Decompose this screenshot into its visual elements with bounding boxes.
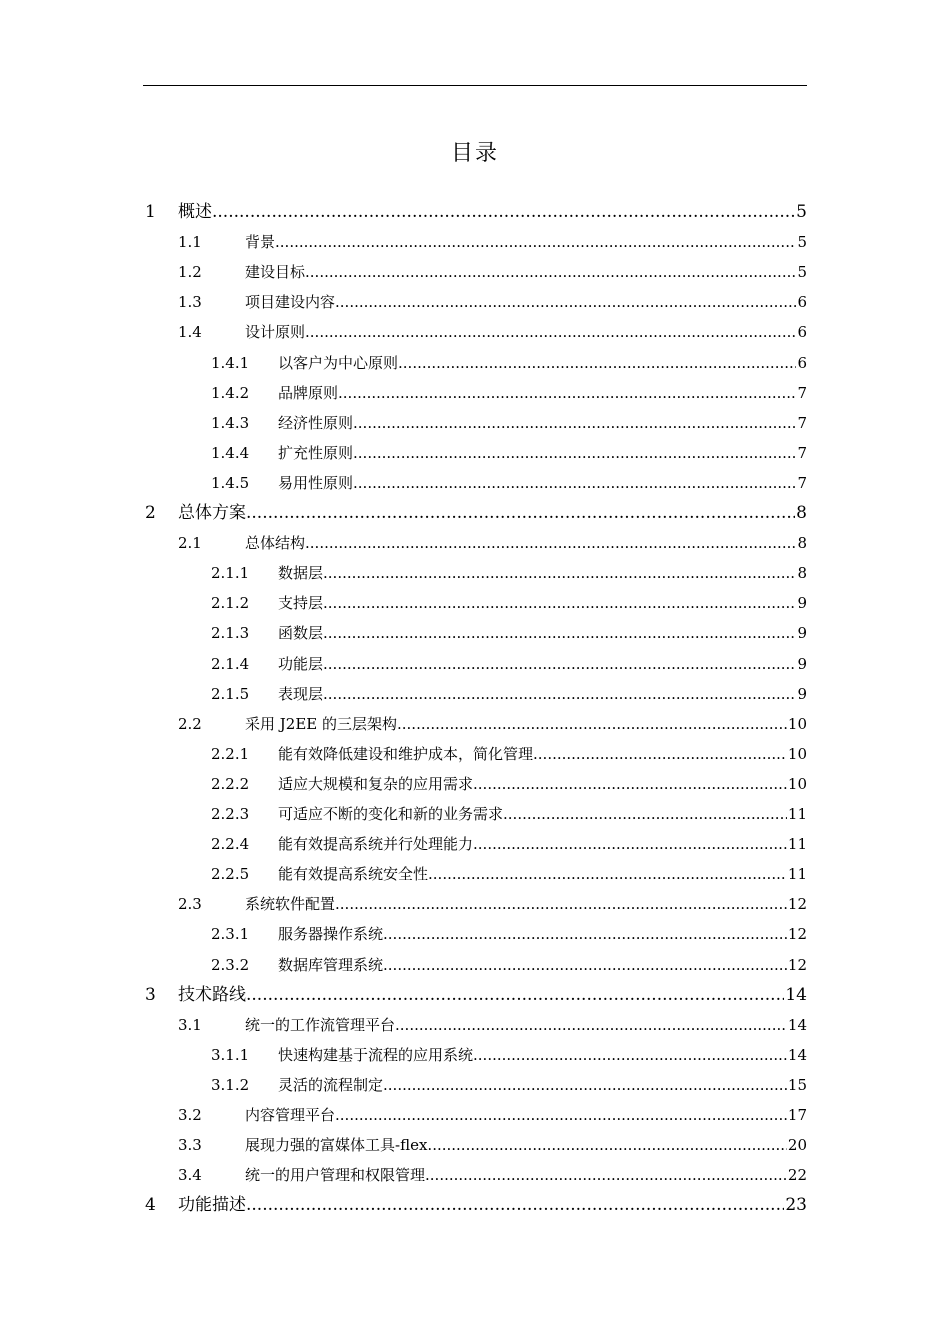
toc-entry-number: 2.2 — [178, 714, 202, 733]
toc-entry-label: 项目建设内容 — [245, 290, 335, 314]
toc-entry[interactable] — [0, 922, 950, 946]
toc-entry-label: 数据层 — [278, 561, 323, 585]
toc-dot-leader — [383, 922, 787, 946]
toc-entry-number: 2.1 — [178, 534, 202, 553]
toc-entry-label: 统一的工作流管理平台 — [245, 1013, 395, 1037]
toc-entry-page: 14 — [787, 1015, 807, 1034]
toc-dot-leader — [323, 682, 796, 706]
toc-dot-leader — [305, 260, 796, 284]
toc-entry-number: 4 — [145, 1195, 156, 1216]
toc-entry-label: 服务器操作系统 — [278, 922, 383, 946]
toc-entry-number: 3.4 — [178, 1166, 202, 1185]
toc-entry-number: 1.4.4 — [211, 443, 250, 462]
toc-dot-leader — [397, 712, 787, 736]
toc-dot-leader — [503, 802, 787, 826]
toc-entry-number: 2.1.2 — [211, 594, 250, 613]
toc-entry-number: 2.2.4 — [211, 835, 250, 854]
toc-entry-label: 概述 — [178, 202, 212, 222]
toc-entry-number: 1.4.2 — [211, 383, 250, 402]
toc-entry[interactable] — [0, 1103, 950, 1127]
toc-entry-label: 技术路线 — [178, 984, 246, 1005]
toc-dot-leader — [383, 953, 787, 977]
toc-dot-leader — [395, 1013, 787, 1037]
toc-entry-number: 2.2.3 — [211, 805, 250, 823]
toc-entry[interactable] — [0, 1163, 950, 1187]
toc-entry-label: 展现力强的富媒体工具-flex — [245, 1133, 427, 1157]
toc-entry-page: 7 — [797, 413, 807, 432]
toc-dot-leader — [428, 862, 787, 886]
toc-entry-page: 14 — [785, 984, 807, 1005]
toc-entry-page: 9 — [797, 624, 807, 643]
toc-entry-page: 11 — [787, 835, 807, 854]
toc-dot-leader — [335, 290, 796, 314]
toc-entry-page: 10 — [787, 714, 807, 733]
toc-entry-label: 表现层 — [278, 682, 323, 706]
toc-dot-leader — [383, 1073, 787, 1097]
toc-entry-page: 10 — [787, 744, 807, 763]
toc-entry[interactable] — [0, 290, 950, 314]
toc-entry-page: 7 — [797, 473, 807, 492]
toc-entry[interactable] — [0, 561, 950, 585]
toc-dot-leader — [305, 531, 796, 555]
toc-entry[interactable] — [0, 200, 950, 224]
toc-entry[interactable] — [0, 621, 950, 645]
toc-entry[interactable] — [0, 351, 950, 375]
toc-entry-page: 15 — [787, 1075, 807, 1094]
toc-entry-number: 1 — [145, 202, 156, 222]
toc-entry[interactable] — [0, 712, 950, 736]
toc-entry-label: 总体方案 — [178, 503, 246, 523]
toc-entry[interactable] — [0, 892, 950, 916]
toc-entry-number: 2.1.1 — [211, 564, 250, 583]
toc-dot-leader — [335, 892, 787, 916]
toc-entry-label: 统一的用户管理和权限管理 — [245, 1163, 425, 1187]
toc-entry-label: 数据库管理系统 — [278, 953, 383, 977]
toc-entry[interactable] — [0, 411, 950, 435]
toc-entry[interactable] — [0, 1133, 950, 1157]
toc-entry-page: 17 — [787, 1106, 807, 1124]
toc-dot-leader — [398, 351, 796, 375]
toc-entry-page: 8 — [797, 564, 807, 583]
toc-entry-page: 5 — [797, 263, 807, 282]
toc-entry[interactable] — [0, 381, 950, 405]
toc-entry-number: 2.3.1 — [211, 925, 250, 944]
toc-entry[interactable] — [0, 1193, 950, 1217]
toc-entry[interactable] — [0, 441, 950, 465]
toc-entry-label: 总体结构 — [245, 531, 305, 555]
toc-entry[interactable] — [0, 1043, 950, 1067]
toc-entry[interactable] — [0, 591, 950, 615]
toc-entry-page: 9 — [797, 684, 807, 703]
toc-dot-leader — [323, 561, 796, 585]
toc-entry-number: 1.2 — [178, 263, 202, 282]
toc-entry-label: 设计原则 — [245, 320, 305, 344]
toc-entry-label: 背景 — [245, 230, 275, 254]
toc-entry-page: 5 — [796, 202, 807, 222]
toc-dot-leader — [338, 381, 796, 405]
toc-entry-number: 3.1 — [178, 1015, 202, 1034]
toc-entry-number: 1.4.5 — [211, 473, 250, 492]
toc-entry-label: 品牌原则 — [278, 381, 338, 405]
toc-entry-label: 功能描述 — [178, 1195, 246, 1216]
toc-entry-page: 7 — [797, 383, 807, 402]
toc-entry-page: 11 — [787, 805, 807, 823]
toc-entry-page: 11 — [787, 865, 807, 884]
toc-entry[interactable] — [0, 802, 950, 826]
toc-entry-page: 6 — [797, 293, 807, 312]
toc-entry-number: 1.1 — [178, 233, 202, 252]
toc-entry-label: 以客户为中心原则 — [278, 351, 398, 375]
toc-entry-number: 3.1.2 — [211, 1075, 250, 1094]
toc-entry-number: 2.1.4 — [211, 654, 250, 673]
toc-entry[interactable] — [0, 983, 950, 1007]
toc-entry-number: 3.3 — [178, 1136, 202, 1155]
toc-entry-label: 经济性原则 — [278, 411, 353, 435]
toc-entry-number: 1.4.3 — [211, 413, 250, 432]
toc-entry-number: 1.4.1 — [211, 353, 250, 372]
toc-entry-label: 灵活的流程制定 — [278, 1073, 383, 1097]
toc-entry-label: 内容管理平台 — [245, 1103, 335, 1127]
toc-entry[interactable] — [0, 230, 950, 254]
toc-entry-page: 9 — [797, 654, 807, 673]
toc-dot-leader — [473, 1043, 787, 1067]
toc-entry-label: 函数层 — [278, 621, 323, 645]
toc-entry-number: 2.1.5 — [211, 684, 250, 703]
toc-dot-leader — [275, 230, 796, 254]
header-rule — [143, 85, 807, 86]
toc-entry-label: 扩充性原则 — [278, 441, 353, 465]
toc-entry-page: 6 — [797, 323, 807, 342]
toc-entry[interactable] — [0, 501, 950, 525]
toc-entry-number: 2.2.5 — [211, 865, 250, 884]
toc-dot-leader — [305, 320, 796, 344]
toc-entry-page: 8 — [797, 534, 807, 553]
toc-dot-leader — [473, 832, 787, 856]
toc-entry[interactable] — [0, 471, 950, 495]
toc-entry-label: 能有效提高系统并行处理能力 — [278, 832, 473, 856]
toc-entry-label: 支持层 — [278, 591, 323, 615]
toc-entry-number: 2.1.3 — [211, 624, 250, 643]
toc-entry[interactable] — [0, 832, 950, 856]
toc-dot-leader — [335, 1103, 787, 1127]
toc-entry[interactable] — [0, 772, 950, 796]
toc-dot-leader — [353, 471, 796, 495]
toc-entry[interactable] — [0, 531, 950, 555]
toc-entry-label: 可适应不断的变化和新的业务需求 — [278, 802, 503, 826]
toc-dot-leader — [353, 411, 796, 435]
toc-entry-page: 8 — [796, 503, 807, 523]
toc-entry[interactable] — [0, 1073, 950, 1097]
toc-title: 目录 — [450, 141, 499, 166]
toc-entry-label: 功能层 — [278, 652, 323, 676]
toc-entry-label: 适应大规模和复杂的应用需求 — [278, 772, 473, 796]
toc-dot-leader — [323, 591, 796, 615]
toc-entry-number: 1.4 — [178, 323, 202, 342]
toc-entry-page: 20 — [787, 1136, 807, 1155]
toc-entry-page: 9 — [797, 594, 807, 613]
toc-entry-page: 14 — [787, 1045, 807, 1064]
toc-entry-label: 易用性原则 — [278, 471, 353, 495]
toc-entry[interactable] — [0, 742, 950, 766]
toc-dot-leader — [246, 501, 795, 525]
toc-entry-number: 2.3 — [178, 895, 202, 914]
toc-entry-page: 6 — [797, 353, 807, 372]
toc-entry[interactable] — [0, 953, 950, 977]
toc-entry-number: 3 — [145, 984, 156, 1005]
toc-entry-page: 23 — [785, 1195, 807, 1216]
toc-entry-page: 12 — [787, 955, 807, 974]
toc-entry-label: 系统软件配置 — [245, 892, 335, 916]
toc-entry-label: 能有效降低建设和维护成本，简化管理 — [278, 742, 533, 766]
toc-entry-page: 7 — [797, 443, 807, 462]
toc-dot-leader — [246, 1193, 784, 1217]
toc-dot-leader — [425, 1163, 787, 1187]
toc-entry-label: 快速构建基于流程的应用系统 — [278, 1043, 473, 1067]
toc-entry-page: 5 — [797, 233, 807, 252]
toc-dot-leader — [473, 772, 787, 796]
toc-entry-number: 3.1.1 — [211, 1045, 250, 1064]
toc-entry[interactable] — [0, 1013, 950, 1037]
toc-entry-page: 12 — [787, 925, 807, 944]
toc-entry[interactable] — [0, 260, 950, 284]
toc-dot-leader — [533, 742, 787, 766]
toc-entry-label: 采用 J2EE 的三层架构 — [245, 712, 397, 736]
toc-dot-leader — [427, 1133, 786, 1157]
toc-entry[interactable] — [0, 320, 950, 344]
toc-entry-number: 2.2.2 — [211, 774, 250, 793]
toc-entry-number: 3.2 — [178, 1106, 202, 1124]
toc-dot-leader — [353, 441, 796, 465]
toc-entry[interactable] — [0, 652, 950, 676]
toc-entry[interactable] — [0, 682, 950, 706]
toc-dot-leader — [323, 621, 796, 645]
toc-dot-leader — [323, 652, 796, 676]
toc-dot-leader — [212, 200, 795, 224]
toc-entry[interactable] — [0, 862, 950, 886]
toc-entry-number: 1.3 — [178, 293, 202, 312]
toc-dot-leader — [246, 983, 784, 1007]
toc-entry-number: 2.3.2 — [211, 955, 250, 974]
toc-entry-page: 12 — [787, 895, 807, 914]
toc-entry-page: 10 — [787, 774, 807, 793]
toc-entry-page: 22 — [787, 1166, 807, 1185]
toc-entry-number: 2.2.1 — [211, 744, 250, 763]
toc-entry-label: 能有效提高系统安全性 — [278, 862, 428, 886]
toc-entry-number: 2 — [145, 503, 156, 523]
toc-entry-label: 建设目标 — [245, 260, 305, 284]
